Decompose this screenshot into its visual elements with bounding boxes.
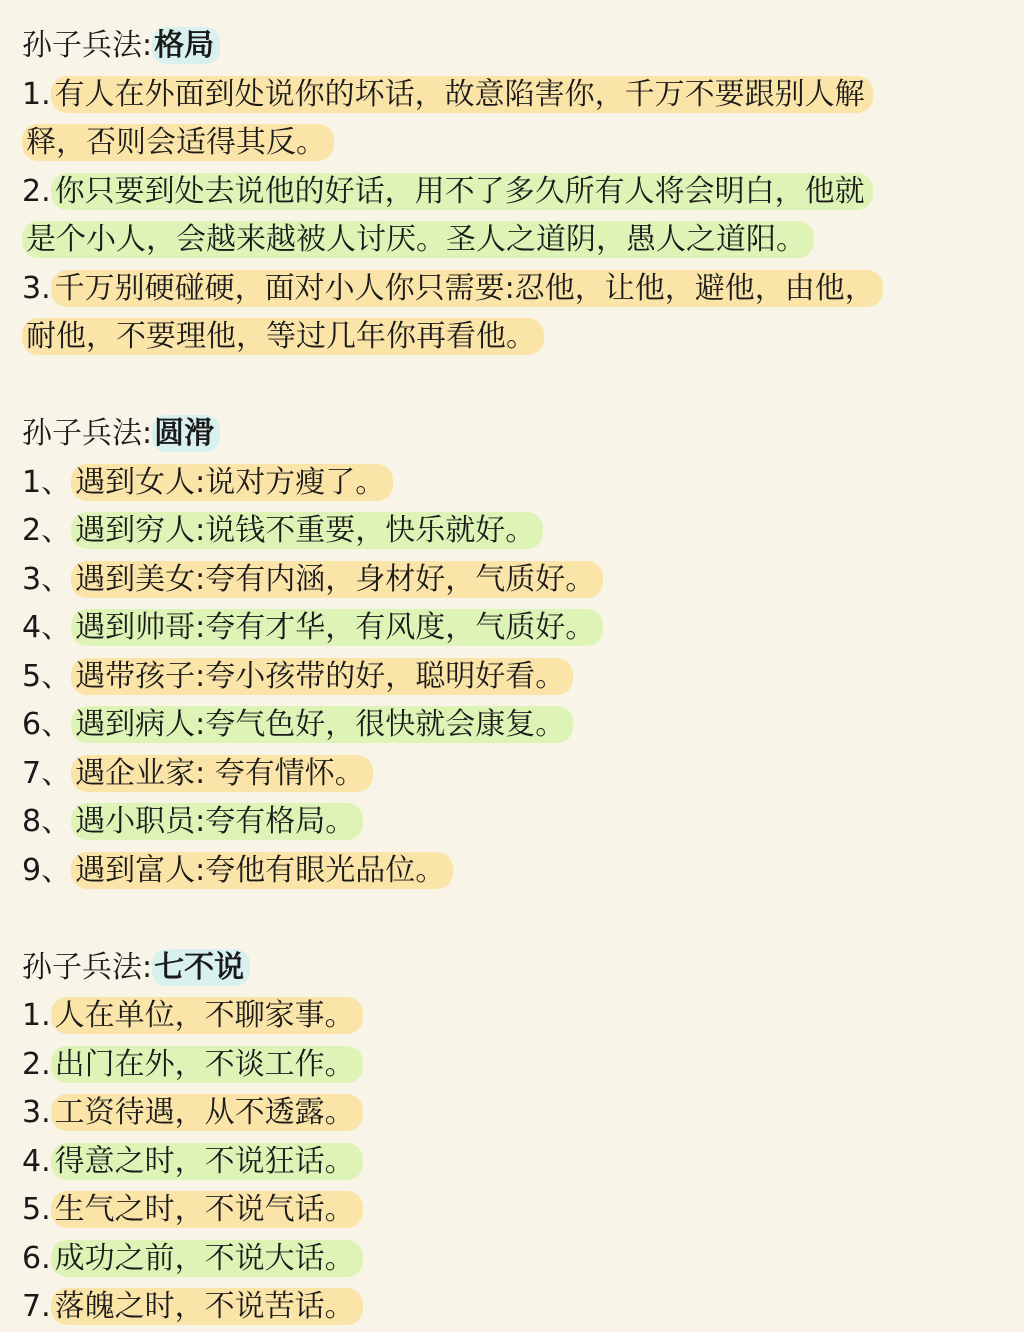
list-item bbox=[22, 168, 1024, 217]
list-item bbox=[22, 1186, 1024, 1235]
item-text: 人在单位，不聊家事。 bbox=[51, 997, 363, 1034]
item-text: 遇到富人:夸他有眼光品位。 bbox=[71, 852, 453, 889]
item-text: 遇到病人:夸气色好，很快就会康复。 bbox=[71, 706, 573, 743]
item-number: 3. bbox=[22, 270, 51, 306]
item-number: 7、 bbox=[22, 755, 72, 791]
item-text: 生气之时，不说气话。 bbox=[51, 1191, 363, 1228]
item-text: 遇到帅哥:夸有才华，有风度，气质好。 bbox=[71, 609, 603, 646]
item-number: 2. bbox=[22, 1046, 51, 1082]
item-text: 遇到美女:夸有内涵，身材好，气质好。 bbox=[71, 561, 603, 598]
item-number: 7. bbox=[22, 1289, 51, 1324]
item-number: 6、 bbox=[22, 707, 72, 742]
list-item bbox=[22, 1138, 1024, 1187]
list-item bbox=[22, 992, 1024, 1041]
item-number: 2、 bbox=[22, 513, 72, 548]
list-item bbox=[22, 216, 1024, 265]
spacer bbox=[22, 362, 1024, 411]
section-title bbox=[22, 410, 1024, 459]
item-text: 释，否则会适得其反。 bbox=[22, 124, 334, 161]
item-text: 成功之前，不说大话。 bbox=[51, 1240, 363, 1277]
list-item bbox=[22, 1089, 1024, 1138]
item-number: 5、 bbox=[22, 658, 72, 694]
list-item bbox=[22, 653, 1024, 702]
item-text: 落魄之时，不说苦话。 bbox=[51, 1288, 363, 1325]
list-item bbox=[22, 1041, 1024, 1090]
list-item bbox=[22, 265, 1024, 314]
item-number: 4. bbox=[22, 1143, 51, 1179]
list-item bbox=[22, 119, 1024, 168]
item-text: 千万别硬碰硬，面对小人你只需要:忍他，让他，避他，由他， bbox=[51, 270, 883, 307]
section-title-prefix: 孙子兵法: bbox=[22, 28, 153, 63]
item-text: 遇带孩子:夸小孩带的好，聪明好看。 bbox=[71, 658, 573, 695]
section-title-prefix: 孙子兵法: bbox=[22, 416, 153, 451]
section-title-keyword: 圆滑 bbox=[152, 415, 220, 452]
list-item bbox=[22, 459, 1024, 508]
item-number: 6. bbox=[22, 1240, 51, 1276]
item-text: 工资待遇，从不透露。 bbox=[51, 1094, 363, 1131]
item-number: 4、 bbox=[22, 610, 72, 645]
list-item bbox=[22, 847, 1024, 896]
item-number: 9、 bbox=[22, 852, 72, 888]
list-item bbox=[22, 313, 1024, 362]
item-number: 1. bbox=[22, 76, 51, 112]
item-number: 2. bbox=[22, 173, 51, 209]
section-title bbox=[22, 944, 1024, 993]
item-text: 有人在外面到处说你的坏话，故意陷害你，千万不要跟别人解 bbox=[51, 76, 873, 113]
item-number: 8、 bbox=[22, 804, 72, 839]
list-item bbox=[22, 1235, 1024, 1284]
item-text: 你只要到处去说他的好话，用不了多久所有人将会明白，他就 bbox=[51, 173, 873, 210]
item-number: 5. bbox=[22, 1192, 51, 1227]
section-title-prefix: 孙子兵法: bbox=[22, 949, 153, 985]
list-item bbox=[22, 798, 1024, 847]
section-title-keyword: 七不说 bbox=[152, 949, 250, 986]
list-item bbox=[22, 556, 1024, 605]
list-item bbox=[22, 507, 1024, 556]
item-text: 得意之时，不说狂话。 bbox=[51, 1143, 363, 1180]
list-item bbox=[22, 1283, 1024, 1332]
item-text: 遇小职员:夸有格局。 bbox=[71, 803, 363, 840]
spacer bbox=[22, 895, 1024, 944]
item-number: 1. bbox=[22, 998, 51, 1033]
item-number: 3、 bbox=[22, 561, 72, 597]
item-text: 遇到穷人:说钱不重要，快乐就好。 bbox=[71, 512, 543, 549]
section-title bbox=[22, 22, 1024, 71]
item-text: 是个小人，会越来越被人讨厌。圣人之道阴，愚人之道阳。 bbox=[22, 221, 814, 258]
list-item bbox=[22, 71, 1024, 120]
section-title-keyword: 格局 bbox=[152, 27, 220, 64]
item-text: 出门在外，不谈工作。 bbox=[51, 1046, 363, 1083]
item-text: 遇企业家: 夸有情怀。 bbox=[71, 755, 373, 792]
item-number: 3. bbox=[22, 1095, 51, 1130]
list-item bbox=[22, 701, 1024, 750]
list-item bbox=[22, 604, 1024, 653]
item-number: 1、 bbox=[22, 464, 72, 500]
list-item bbox=[22, 750, 1024, 799]
item-text: 遇到女人:说对方瘦了。 bbox=[71, 464, 393, 501]
item-text: 耐他，不要理他，等过几年你再看他。 bbox=[22, 318, 544, 355]
